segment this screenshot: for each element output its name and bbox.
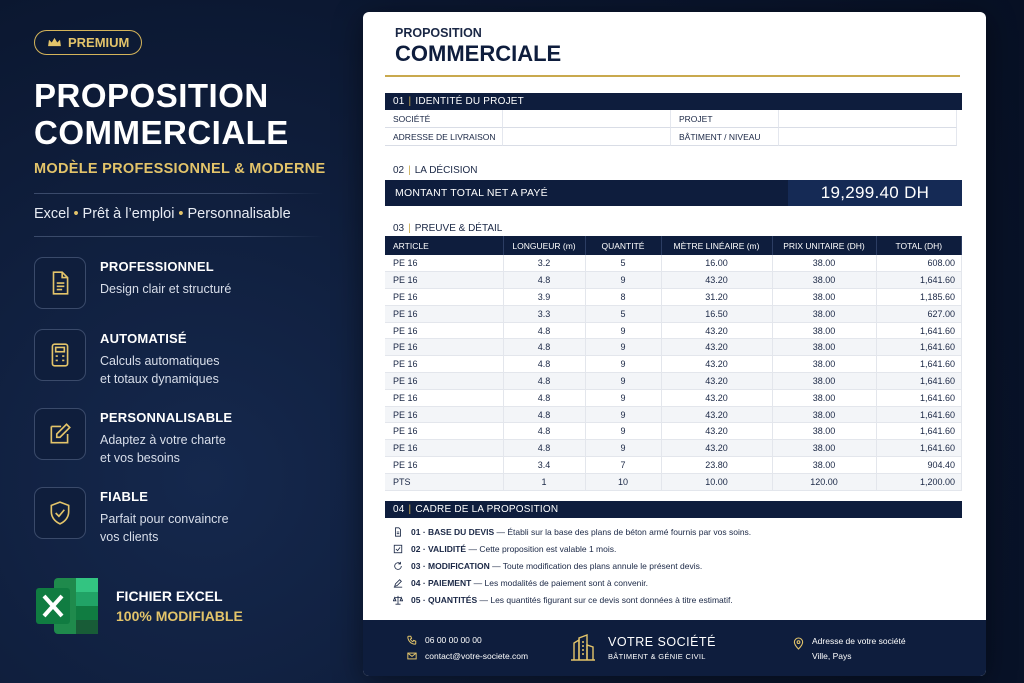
- table-cell[interactable]: 4.8: [503, 373, 585, 390]
- address-line-2: Ville, Pays: [812, 650, 852, 661]
- hero-subtitle: MODÈLE PROFESSIONNEL & MODERNE: [34, 161, 326, 177]
- shield-check-icon: [47, 500, 73, 526]
- premium-badge: [34, 30, 142, 55]
- excel-subtitle: 100% MODIFIABLE: [116, 608, 243, 624]
- total-label: MONTANT TOTAL NET A PAYÉ: [395, 187, 548, 199]
- table-row: [385, 406, 962, 423]
- table-cell[interactable]: 1,641.60: [876, 373, 962, 390]
- table-row: [385, 272, 962, 289]
- table-cell[interactable]: PE 16: [385, 305, 503, 322]
- table-cell[interactable]: 10: [585, 473, 661, 490]
- location-pin-icon: [793, 637, 804, 650]
- value-societe[interactable]: [503, 110, 671, 128]
- table-cell[interactable]: 9: [585, 389, 661, 406]
- table-cell[interactable]: 1,641.60: [876, 406, 962, 423]
- table-cell[interactable]: 627.00: [876, 305, 962, 322]
- value-adresse[interactable]: [503, 128, 671, 146]
- table-cell[interactable]: 38.00: [772, 255, 876, 272]
- section-identity: [385, 93, 962, 146]
- table-cell[interactable]: 1,641.60: [876, 389, 962, 406]
- feature-automatise: AUTOMATISÉ Calculs automatiques et totaux dynamiques: [34, 329, 334, 388]
- table-cell[interactable]: 3.3: [503, 305, 585, 322]
- table-cell[interactable]: 38.00: [772, 423, 876, 440]
- label-adresse: ADRESSE DE LIVRAISON: [385, 128, 503, 146]
- table-cell[interactable]: PE 16: [385, 255, 503, 272]
- excel-callout: [34, 576, 243, 636]
- table-cell[interactable]: PE 16: [385, 272, 503, 289]
- table-cell[interactable]: 608.00: [876, 255, 962, 272]
- table-cell[interactable]: 9: [585, 339, 661, 356]
- table-cell[interactable]: 10.00: [661, 473, 772, 490]
- excel-title: FICHIER EXCEL: [116, 588, 223, 604]
- doc-footer: [363, 620, 986, 676]
- document-icon: [47, 270, 73, 296]
- section-label: 03 | PREUVE & DÉTAIL: [393, 222, 503, 234]
- feature-professionnel: PROFESSIONNEL Design clair et structuré: [34, 257, 334, 309]
- table-cell[interactable]: 38.00: [772, 272, 876, 289]
- refresh-icon: [393, 561, 403, 571]
- table-row: [385, 305, 962, 322]
- table-cell[interactable]: 4.8: [503, 339, 585, 356]
- brand-subtitle: BÂTIMENT & GÉNIE CIVIL: [608, 652, 706, 661]
- term-item: 04 · PAIEMENT — Les modalités de paiement sont à convenir.: [393, 575, 962, 592]
- table-cell[interactable]: 3.2: [503, 255, 585, 272]
- term-item: 02 · VALIDITÉ — Cette proposition est valable 1 mois.: [393, 541, 962, 558]
- table-cell[interactable]: 4.8: [503, 389, 585, 406]
- table-cell[interactable]: 16.00: [661, 255, 772, 272]
- building-icon: [568, 633, 598, 663]
- table-cell[interactable]: PE 16: [385, 373, 503, 390]
- edit-icon: [47, 421, 73, 447]
- table-row: [385, 289, 962, 306]
- phone-icon: [407, 635, 417, 645]
- table-cell[interactable]: 5: [585, 305, 661, 322]
- table-cell[interactable]: 1,641.60: [876, 322, 962, 339]
- table-cell[interactable]: PE 16: [385, 423, 503, 440]
- table-cell[interactable]: PE 16: [385, 389, 503, 406]
- section-bar: 01 | IDENTITÉ DU PROJET: [385, 93, 962, 110]
- promo-panel: [34, 30, 334, 546]
- table-header-row: ARTICLE LONGUEUR (m) QUANTITÉ MÈTRE LINÉAIRE (m) PRIX UNITAIRE (DH) TOTAL (DH): [385, 236, 962, 255]
- label-societe: SOCIÉTÉ: [385, 110, 503, 128]
- divider: [34, 193, 324, 194]
- table-row: [385, 423, 962, 440]
- term-item: 03 · MODIFICATION — Toute modification des plans annule le présent devis.: [393, 558, 962, 575]
- footer-brand: [568, 633, 783, 663]
- feature-fiable: FIABLE Parfait pour convaincre vos clients: [34, 487, 334, 546]
- identity-grid: [385, 110, 962, 146]
- table-row: [385, 339, 962, 356]
- table-cell[interactable]: 43.20: [661, 272, 772, 289]
- excel-logo-icon: [34, 576, 100, 636]
- divider: [34, 236, 324, 237]
- footer-phone: 06 00 00 00 00: [425, 635, 482, 645]
- table-cell[interactable]: 4.8: [503, 272, 585, 289]
- section-decision: [385, 162, 962, 206]
- table-cell[interactable]: 5: [585, 255, 661, 272]
- table-cell[interactable]: 9: [585, 322, 661, 339]
- table-row: [385, 457, 962, 474]
- table-cell[interactable]: 1,641.60: [876, 356, 962, 373]
- brand-name: VOTRE SOCIÉTÉ: [608, 635, 716, 649]
- table-cell[interactable]: 9: [585, 356, 661, 373]
- total-bar: [385, 180, 962, 206]
- table-cell[interactable]: PE 16: [385, 289, 503, 306]
- value-projet[interactable]: [779, 110, 957, 128]
- table-cell[interactable]: 23.80: [661, 457, 772, 474]
- table-row: [385, 473, 962, 490]
- table-body: [385, 255, 962, 490]
- checkbox-icon: [393, 544, 403, 554]
- table-cell[interactable]: 31.20: [661, 289, 772, 306]
- table-row: [385, 255, 962, 272]
- table-cell[interactable]: 38.00: [772, 440, 876, 457]
- terms-list: [393, 524, 962, 609]
- table-cell[interactable]: 9: [585, 406, 661, 423]
- table-cell[interactable]: 38.00: [772, 389, 876, 406]
- doc-header: PROPOSITION COMMERCIALE: [395, 26, 562, 66]
- table-cell[interactable]: 904.40: [876, 457, 962, 474]
- table-cell[interactable]: 9: [585, 423, 661, 440]
- hero-title: PROPOSITION COMMERCIALE: [34, 77, 289, 151]
- table-cell[interactable]: 4.8: [503, 322, 585, 339]
- table-cell[interactable]: 43.20: [661, 423, 772, 440]
- section-detail: [385, 220, 962, 491]
- table-cell[interactable]: 43.20: [661, 373, 772, 390]
- table-cell[interactable]: 3.4: [503, 457, 585, 474]
- section-label: 02 | LA DÉCISION: [393, 164, 478, 176]
- table-cell[interactable]: PE 16: [385, 356, 503, 373]
- table-cell[interactable]: 4.8: [503, 440, 585, 457]
- table-cell[interactable]: 4.8: [503, 356, 585, 373]
- calculator-icon: [47, 342, 73, 368]
- label-batiment: BÂTIMENT / NIVEAU: [671, 128, 779, 146]
- address-line-1: Adresse de votre société: [812, 635, 906, 646]
- section-bar: 04 | CADRE DE LA PROPOSITION: [385, 501, 962, 518]
- section-terms: [385, 501, 962, 518]
- table-cell[interactable]: 1,641.60: [876, 339, 962, 356]
- table-row: [385, 389, 962, 406]
- table-cell[interactable]: 43.20: [661, 339, 772, 356]
- table-cell[interactable]: 1,641.60: [876, 423, 962, 440]
- table-cell[interactable]: 1,185.60: [876, 289, 962, 306]
- feature-list: [34, 257, 334, 546]
- table-cell[interactable]: 1,200.00: [876, 473, 962, 490]
- label-projet: PROJET: [671, 110, 779, 128]
- footer-address: [783, 636, 906, 661]
- table-cell[interactable]: 9: [585, 373, 661, 390]
- scale-icon: [393, 595, 403, 605]
- footer-email[interactable]: contact@votre-societe.com: [425, 651, 529, 661]
- table-cell[interactable]: 43.20: [661, 389, 772, 406]
- table-cell[interactable]: PTS: [385, 473, 503, 490]
- table-cell[interactable]: 38.00: [772, 305, 876, 322]
- table-cell[interactable]: PE 16: [385, 457, 503, 474]
- term-item: 01 · BASE DU DEVIS — Établi sur la base des plans de béton armé fournis par vos soins.: [393, 524, 962, 541]
- value-batiment[interactable]: [779, 128, 957, 146]
- feature-personnalisable: PERSONNALISABLE Adaptez à votre charte et vos besoins: [34, 408, 334, 467]
- table-cell[interactable]: 38.00: [772, 289, 876, 306]
- table-cell[interactable]: 1,641.60: [876, 272, 962, 289]
- pen-icon: [393, 578, 403, 588]
- table-cell[interactable]: 9: [585, 440, 661, 457]
- table-cell[interactable]: 43.20: [661, 406, 772, 423]
- tag-line: Excel • Prêt à l’emploi • Personnalisable: [34, 206, 291, 222]
- table-cell[interactable]: PE 16: [385, 440, 503, 457]
- table-row: [385, 322, 962, 339]
- mail-icon: [407, 651, 417, 661]
- table-cell[interactable]: 43.20: [661, 356, 772, 373]
- table-cell[interactable]: 43.20: [661, 322, 772, 339]
- table-row: [385, 373, 962, 390]
- badge-label: PREMIUM: [68, 35, 130, 50]
- footer-contact: [363, 632, 568, 664]
- total-value: 19,299.40 DH: [788, 180, 962, 206]
- table-cell[interactable]: 120.00: [772, 473, 876, 490]
- table-cell[interactable]: 3.9: [503, 289, 585, 306]
- table-row: [385, 356, 962, 373]
- table-cell[interactable]: 38.00: [772, 356, 876, 373]
- table-cell[interactable]: 38.00: [772, 457, 876, 474]
- table-cell[interactable]: 43.20: [661, 440, 772, 457]
- table-cell[interactable]: PE 16: [385, 339, 503, 356]
- table-row: [385, 440, 962, 457]
- gold-divider: [385, 75, 960, 77]
- table-cell[interactable]: 1: [503, 473, 585, 490]
- detail-table: [385, 236, 962, 491]
- term-item: 05 · QUANTITÉS — Les quantités figurant sur ce devis sont données à titre estimatif.: [393, 592, 962, 609]
- table-cell[interactable]: PE 16: [385, 406, 503, 423]
- table-cell[interactable]: 4.8: [503, 423, 585, 440]
- table-cell[interactable]: 38.00: [772, 322, 876, 339]
- table-cell[interactable]: PE 16: [385, 322, 503, 339]
- table-cell[interactable]: 4.8: [503, 406, 585, 423]
- table-cell[interactable]: 9: [585, 272, 661, 289]
- document-icon: [393, 527, 403, 537]
- table-cell[interactable]: 8: [585, 289, 661, 306]
- crown-icon: [47, 37, 62, 48]
- table-cell[interactable]: 1,641.60: [876, 440, 962, 457]
- table-cell[interactable]: 38.00: [772, 373, 876, 390]
- table-cell[interactable]: 16.50: [661, 305, 772, 322]
- document-preview: [363, 12, 986, 676]
- table-cell[interactable]: 38.00: [772, 339, 876, 356]
- table-cell[interactable]: 7: [585, 457, 661, 474]
- table-cell[interactable]: 38.00: [772, 406, 876, 423]
